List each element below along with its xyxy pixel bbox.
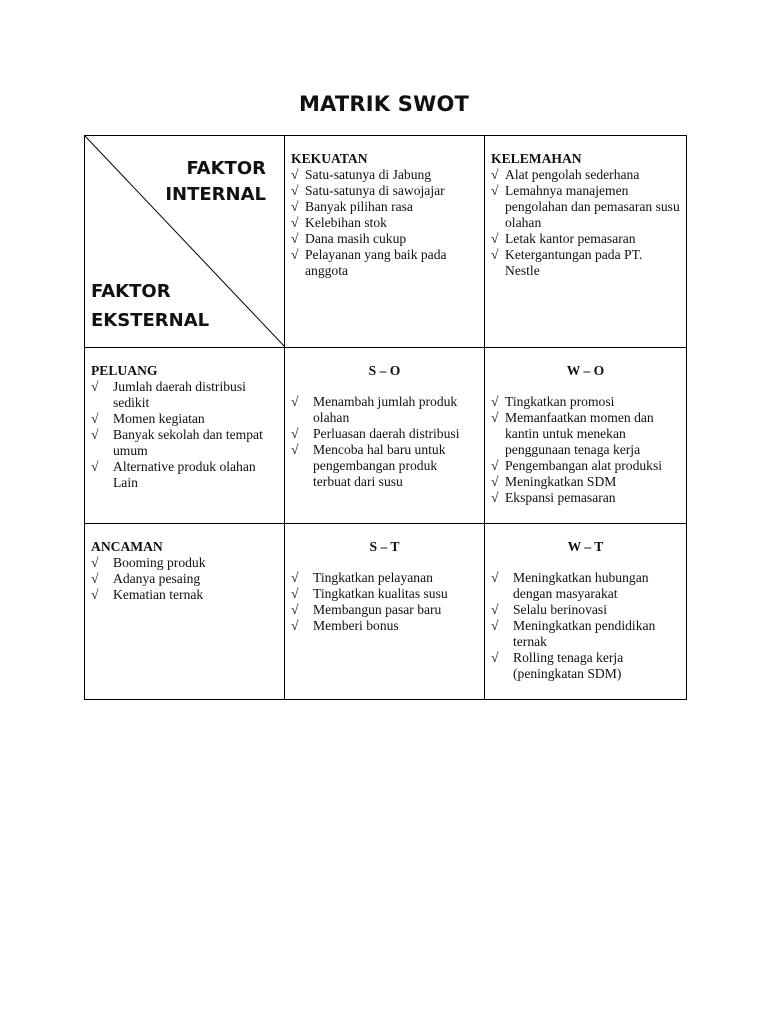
ancaman-list bbox=[91, 555, 278, 603]
list-item-text: Letak kantor pemasaran bbox=[505, 231, 636, 246]
list-item bbox=[291, 231, 478, 247]
so-heading: S – O bbox=[368, 363, 401, 378]
table-row bbox=[85, 348, 687, 524]
list-item bbox=[291, 167, 478, 183]
list-item bbox=[491, 458, 680, 474]
list-item bbox=[491, 183, 680, 231]
check-icon: √ bbox=[91, 379, 99, 394]
list-item-text: Membangun pasar baru bbox=[313, 602, 442, 617]
check-icon: √ bbox=[291, 586, 299, 601]
so-list bbox=[291, 394, 478, 490]
list-item bbox=[491, 570, 680, 602]
check-icon: √ bbox=[91, 571, 99, 586]
so-cell bbox=[285, 348, 485, 524]
list-item bbox=[491, 474, 680, 490]
page-title: MATRIK SWOT bbox=[298, 92, 470, 116]
list-item-text: Banyak pilihan rasa bbox=[305, 199, 413, 214]
peluang-list bbox=[91, 379, 278, 491]
st-heading: S – T bbox=[369, 539, 400, 554]
list-item-text: Pelayanan yang baik pada anggota bbox=[305, 247, 447, 278]
check-icon: √ bbox=[291, 247, 299, 262]
check-icon: √ bbox=[91, 555, 99, 570]
list-item bbox=[91, 555, 278, 571]
list-item bbox=[291, 442, 478, 490]
wo-cell bbox=[485, 348, 687, 524]
list-item-text: Alat pengolah sederhana bbox=[505, 167, 640, 182]
list-item-text: Dana masih cukup bbox=[305, 231, 407, 246]
peluang-heading: PELUANG bbox=[91, 363, 158, 378]
check-icon: √ bbox=[491, 650, 499, 665]
list-item bbox=[91, 427, 278, 459]
check-icon: √ bbox=[91, 587, 99, 602]
list-item-text: Perluasan daerah distribusi bbox=[313, 426, 460, 441]
list-item bbox=[291, 394, 478, 426]
list-item-text: Menambah jumlah produk olahan bbox=[313, 394, 458, 425]
list-item-text: Meningkatkan hubungan dengan masyarakat bbox=[513, 570, 649, 601]
list-item bbox=[491, 247, 680, 279]
wo-heading: W – O bbox=[566, 363, 605, 378]
list-item-text: Memberi bonus bbox=[313, 618, 399, 633]
list-item bbox=[491, 618, 680, 650]
list-item-text: Selalu berinovasi bbox=[513, 602, 608, 617]
ancaman-cell bbox=[85, 524, 285, 700]
ancaman-heading: ANCAMAN bbox=[91, 539, 163, 554]
check-icon: √ bbox=[291, 618, 299, 633]
check-icon: √ bbox=[291, 442, 299, 457]
check-icon: √ bbox=[291, 231, 299, 246]
list-item bbox=[91, 571, 278, 587]
wt-list bbox=[491, 570, 680, 682]
wo-list bbox=[491, 394, 680, 506]
check-icon: √ bbox=[291, 183, 299, 198]
peluang-cell bbox=[85, 348, 285, 524]
list-item-text: Meningkatkan pendidikan ternak bbox=[513, 618, 656, 649]
list-item bbox=[91, 459, 278, 491]
list-item bbox=[291, 247, 478, 279]
check-icon: √ bbox=[491, 570, 499, 585]
table-row bbox=[85, 136, 687, 348]
list-item-text: Tingkatkan promosi bbox=[505, 394, 615, 409]
swot-matrix-table bbox=[84, 135, 687, 700]
list-item-text: Pengembangan alat produksi bbox=[505, 458, 663, 473]
kelemahan-list bbox=[491, 167, 680, 279]
list-item bbox=[491, 394, 680, 410]
list-item bbox=[291, 199, 478, 215]
check-icon: √ bbox=[491, 231, 499, 246]
list-item-text: Ketergantungan pada PT. Nestle bbox=[505, 247, 643, 278]
kekuatan-heading: KEKUATAN bbox=[291, 151, 368, 166]
check-icon: √ bbox=[491, 183, 499, 198]
faktor-eksternal-label: FAKTOR EKSTERNAL bbox=[91, 281, 210, 331]
list-item-text: Booming produk bbox=[113, 555, 206, 570]
list-item bbox=[491, 167, 680, 183]
check-icon: √ bbox=[291, 215, 299, 230]
check-icon: √ bbox=[291, 394, 299, 409]
table-row bbox=[85, 524, 687, 700]
list-item-text: Rolling tenaga kerja (peningkatan SDM) bbox=[513, 650, 624, 681]
kekuatan-list bbox=[291, 167, 478, 279]
corner-cell bbox=[85, 136, 285, 348]
kelemahan-heading: KELEMAHAN bbox=[491, 151, 582, 166]
check-icon: √ bbox=[291, 167, 299, 182]
list-item-text: Momen kegiatan bbox=[113, 411, 205, 426]
faktor-internal-label: FAKTOR INTERNAL bbox=[165, 158, 266, 205]
list-item-text: Satu-satunya di sawojajar bbox=[305, 183, 445, 198]
list-item bbox=[91, 379, 278, 411]
check-icon: √ bbox=[291, 602, 299, 617]
check-icon: √ bbox=[491, 247, 499, 262]
list-item bbox=[91, 587, 278, 603]
check-icon: √ bbox=[491, 394, 499, 409]
check-icon: √ bbox=[491, 490, 499, 505]
check-icon: √ bbox=[91, 411, 99, 426]
check-icon: √ bbox=[91, 427, 99, 442]
list-item bbox=[491, 490, 680, 506]
list-item bbox=[91, 411, 278, 427]
check-icon: √ bbox=[291, 570, 299, 585]
list-item bbox=[291, 570, 478, 586]
check-icon: √ bbox=[491, 410, 499, 425]
list-item bbox=[291, 618, 478, 634]
check-icon: √ bbox=[491, 458, 499, 473]
list-item-text: Kelebihan stok bbox=[305, 215, 387, 230]
list-item-text: Jumlah daerah distribusi sedikit bbox=[113, 379, 246, 410]
list-item bbox=[491, 410, 680, 458]
check-icon: √ bbox=[491, 474, 499, 489]
st-cell bbox=[285, 524, 485, 700]
list-item bbox=[291, 426, 478, 442]
list-item-text: Mencoba hal baru untuk pengembangan produk terbuat dari susu bbox=[313, 442, 446, 489]
wt-cell bbox=[485, 524, 687, 700]
kelemahan-cell bbox=[485, 136, 687, 348]
check-icon: √ bbox=[291, 199, 299, 214]
check-icon: √ bbox=[291, 426, 299, 441]
list-item bbox=[491, 650, 680, 682]
list-item-text: Meningkatkan SDM bbox=[505, 474, 617, 489]
list-item bbox=[491, 602, 680, 618]
list-item bbox=[291, 215, 478, 231]
list-item bbox=[291, 586, 478, 602]
list-item-text: Ekspansi pemasaran bbox=[505, 490, 616, 505]
check-icon: √ bbox=[491, 618, 499, 633]
list-item-text: Kematian ternak bbox=[113, 587, 204, 602]
list-item-text: Tingkatkan kualitas susu bbox=[313, 586, 448, 601]
list-item-text: Satu-satunya di Jabung bbox=[305, 167, 432, 182]
list-item bbox=[291, 602, 478, 618]
list-item-text: Adanya pesaing bbox=[113, 571, 201, 586]
st-list bbox=[291, 570, 478, 634]
list-item-text: Memanfaatkan momen dan kantin untuk menekan penggunaan tenaga kerja bbox=[505, 410, 654, 457]
kekuatan-cell bbox=[285, 136, 485, 348]
check-icon: √ bbox=[491, 167, 499, 182]
check-icon: √ bbox=[91, 459, 99, 474]
list-item bbox=[291, 183, 478, 199]
list-item bbox=[491, 231, 680, 247]
wt-heading: W – T bbox=[567, 539, 604, 554]
list-item-text: Banyak sekolah dan tempat umum bbox=[113, 427, 263, 458]
list-item-text: Alternative produk olahan Lain bbox=[113, 459, 256, 490]
list-item-text: Lemahnya manajemen pengolahan dan pemasaran susu olahan bbox=[505, 183, 680, 230]
list-item-text: Tingkatkan pelayanan bbox=[313, 570, 433, 585]
check-icon: √ bbox=[491, 602, 499, 617]
